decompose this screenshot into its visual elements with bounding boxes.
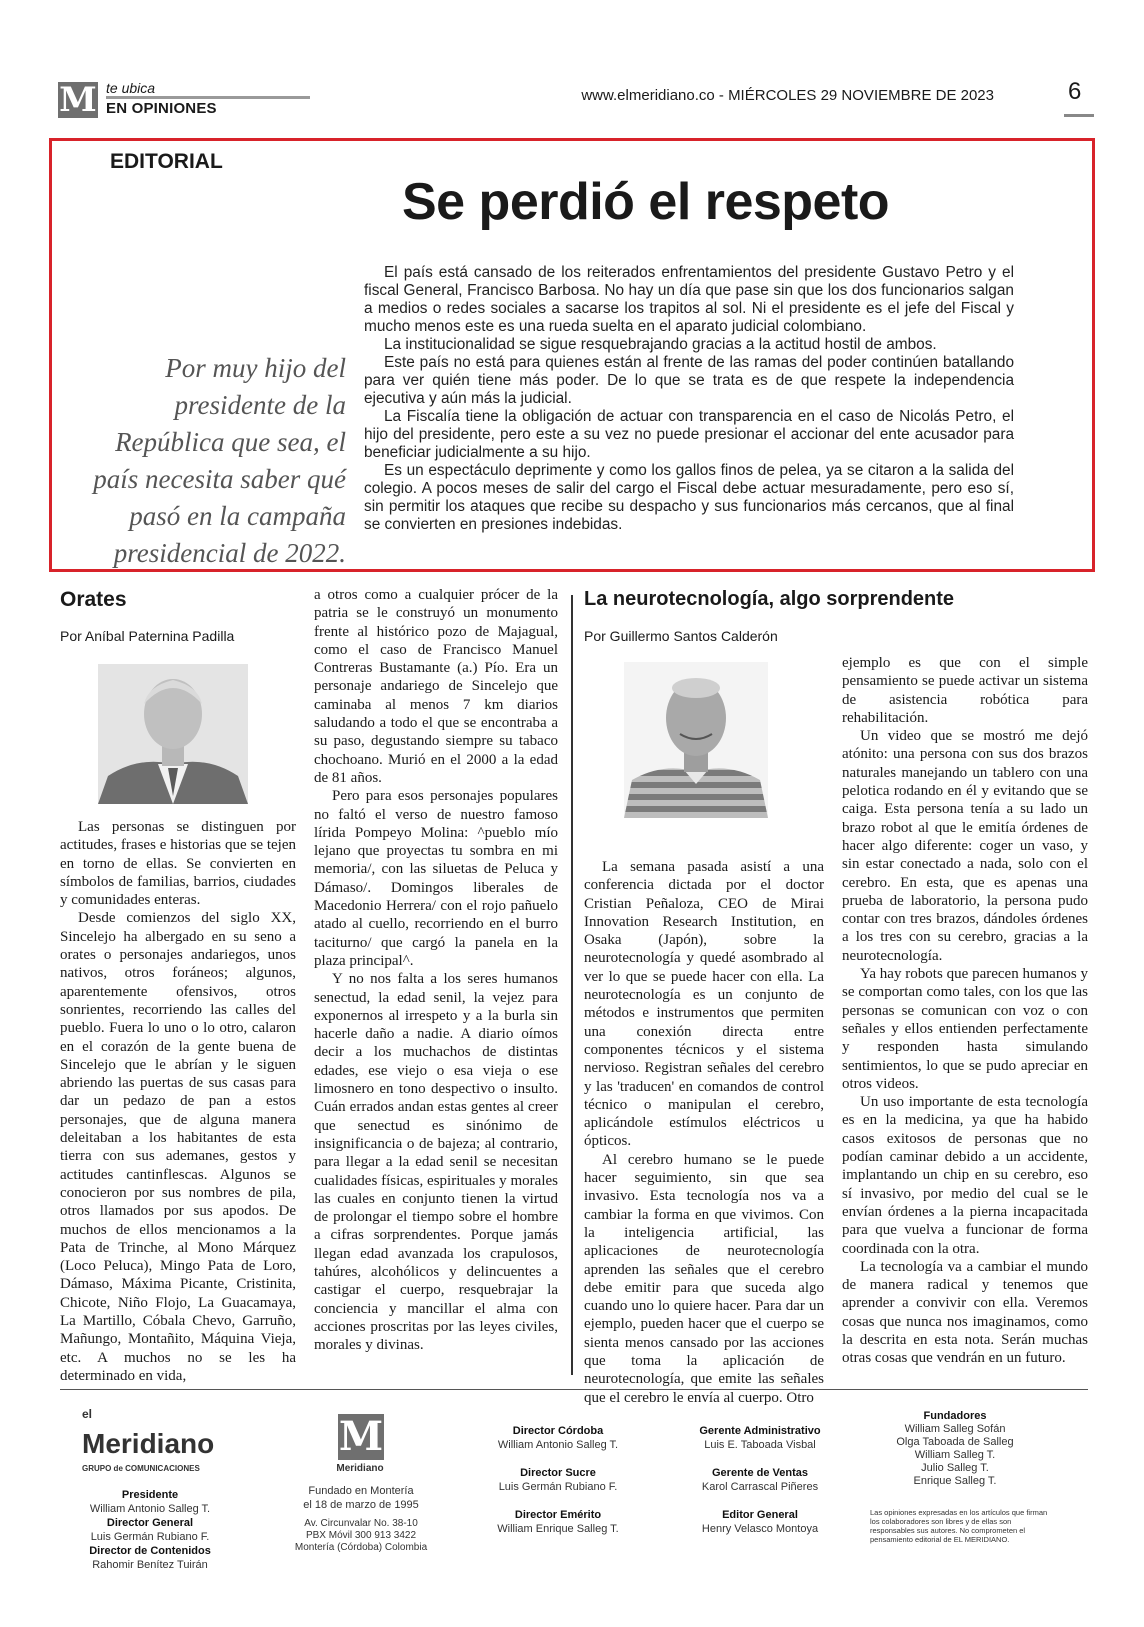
article1-title: Orates [60,588,127,611]
editorial-paragraph: La institucionalidad se sigue resquebrajando gracias a la actitud hostil de ambos. [384,336,937,353]
footer-founder: Olga Taboada de Salleg [896,1436,1014,1448]
footer-role: Gerente de Ventas [712,1467,808,1479]
footer-founded: el 18 de marzo de 1995 [303,1499,419,1511]
article2-byline: Por Guillermo Santos Calderón [584,628,778,644]
footer-person: Rahomir Benítez Tuirán [92,1559,208,1571]
editorial-paragraph: Es un espectáculo deprimente y como los gallos finos de pelea, ya se citaron a la salida del colegio. A pocos meses de salir del cargo el Fiscal debe actuar mesuradamente, pero eso sí, sin permitir los ataques que recibe su despacho y sus funcionarios más cercanos, que al final se convierten en presiones indebidas. [364,462,1014,533]
editorial-label: EDITORIAL [110,150,223,173]
article1-byline: Por Aníbal Paternina Padilla [60,628,235,644]
article2-paragraph: Un uso importante de esta tecnología es en la medicina, ya que ha habido casos exitosos de personas que no podían caminar debido a un accidente, implantando un chip en su cerebro, eso sí invasivo, por medio del cual se le envían órdenes a la pierna incapacitada para que vuelva a funcionar de forma coordinada con la otra. [842,1094,1088,1257]
article1-paragraph: Las personas se distinguen por actitudes, frases e historias que se tejen en torno de ellas. Se convierten en símbolos de familias, barrios, ciudades y comunidades enteras. [60,819,296,909]
footer-role: Gerente Administrativo [699,1425,821,1437]
editorial-body [364,264,1014,534]
footer-role: Director de Contenidos [89,1545,211,1557]
footer-address: PBX Móvil 300 913 3422 [305,1530,417,1541]
footer-founder: Julio Salleg T. [921,1462,989,1474]
page-number: 6 [1068,78,1082,105]
column-divider [571,595,573,1375]
article2-column2 [842,654,1088,1368]
article2-paragraph: Ya hay robots que parecen humanos y se comportan como tales, con los que las personas se comunican con voz o con señales y ellos entienden perfectamente y responden hasta simulando sentimientos, lo que se pudo apreciar en otros videos. [842,966,1088,1092]
editorial-paragraph: El país está cansado de los reiterados enfrentamientos del presidente Gustavo Petro y el fiscal General, Francisco Barbosa. No hay un día que pase sin que los dos funcionarios salgan a medios o redes sociales a sacarse los trapitos al sol. Ni el presidente es el jefe del Fiscal y mucho menos este es una rueda suelta en el aparato judicial colombiano. [364,264,1014,335]
footer-person: Luis Germán Rubiano F. [498,1481,618,1493]
article1-column2 [314,586,558,1354]
footer-role: Editor General [722,1509,798,1521]
footer-staff-block-1 [80,1488,220,1572]
footer-address: Av. Circunvalar No. 38-10 [304,1518,418,1529]
masthead-footer [60,1396,1090,1596]
footer-logo: Meridiano [82,1428,215,1459]
footer-role: Director General [106,1517,194,1529]
footer-person: Henry Velasco Montoya [701,1523,819,1535]
article2-paragraph: La tecnología va a cambiar el mundo de manera radical y tenemos que aprender a convivir con ella. Veremos cosas que nunca nos imaginamos, como la descrita en esta nota. Serán muchas otras cosas que vendrán en un futuro. [842,1258,1088,1367]
footer-person: Luis Germán Rubiano F. [90,1531,210,1543]
footer-role: Director Córdoba [512,1425,604,1437]
footer-logo-small: el [82,1407,93,1421]
article2-paragraph: La semana pasada asistí a una conferencia dictada por el doctor Cristian Peñaloza, CEO de Mirai Innovation Research Institution, en Osaka (Japón), sobre la neurotecnología y quedé asombrado al ver lo que se puede hacer con ella. La neurotecnología es un conjunto de métodos e instrumentos que permiten una conexión directa entre componentes técnicos y el sistema nervioso. Registran señales del cerebro y las 'traducen' en comandos de control técnico o manipulan el cerebro, aplicándole estímulos eléctricos u ópticos. [584,859,824,1150]
editorial-paragraph: Este país no está para quienes están al frente de las ramas del poder continúen batallando para ver quién tiene más poder. De lo que se trata es de que respete la independencia ejecutiva y aún más la judicial. [364,354,1014,407]
editorial-pull-quote: Por muy hijo del presidente de la República que sea, el país necesita saber qué pasó en la campaña presidencial de 2022. [93,353,346,568]
footer-person: William Enrique Salleg T. [497,1523,619,1535]
footer-disclaimer: Las opiniones expresadas en los artículos que firman los colaboradores son libres y de ellas son responsables sus autores. No comprometen el pensamiento editorial de EL MERIDIANO. [870,1508,1048,1544]
footer-m-logo: M [338,1413,384,1460]
footer-founded: Fundado en Montería [308,1485,414,1497]
footer-founded-block [286,1484,436,1512]
footer-address-block [286,1518,436,1554]
article2-paragraph: Un video que se mostró me dejó atónito: una persona con sus dos brazos naturales manejando un tablero con una pelotica rodando en él y evitando que se caiga. Esta persona tenía a su lado un brazo robot al que le emitía órdenes de hacer algo diferente: coger un vaso, y sin estar conectado a nada, solo con el cerebro. En esta, que es apenas una prueba de laboratorio, la persona pudo contar con tres brazos, dándoles órdenes a los tres con su cerebro, gracias a la neurotecnología. [842,728,1088,964]
footer-founder: William Salleg T. [914,1449,996,1461]
footer-founders-block [880,1410,1030,1488]
footer-role: Presidente [121,1489,179,1501]
footer-role: Fundadores [923,1410,987,1422]
footer-person: Karol Carrascal Piñeres [701,1481,819,1493]
footer-staff-block-3 [680,1424,840,1536]
header-tagline-small: te ubica [106,80,156,96]
footer-m-logo-name: Meridiano [336,1463,384,1474]
footer-person: William Antonio Salleg T. [89,1503,211,1515]
author-photo-paternina [98,664,248,804]
article1-column1 [60,818,296,1385]
header-rule [106,96,310,99]
footer-staff-block-2 [478,1424,638,1536]
footer-person: Luis E. Taboada Visbal [704,1439,816,1451]
footer-founder: Enrique Salleg T. [913,1475,997,1487]
footer-logo-sub: GRUPO de COMUNICACIONES [82,1464,200,1473]
article1-paragraph: Pero para esos personajes populares no faltó el verso de nuestro famoso lírida Pompeyo Molina: ^pueblo mío lejano que proyectas tu sombra en mi memoria/, con las siluetas de Peluca y Dámaso/. Domingos liberales de Macedonio Herrera/ con el rojo pañuelo atado al cuello, recorriendo en el burro taciturno/ que cargó la panela en la plaza principal^. [314,788,558,969]
page-number-rule [1064,114,1094,117]
footer-role: Director Emérito [514,1509,602,1521]
footer-address: Montería (Córdoba) Colombia [294,1542,428,1553]
header-section-label: EN OPINIONES [106,100,217,117]
footer-divider [60,1389,1088,1390]
article2-title: La neurotecnología, algo sorprendente [584,588,955,610]
footer-person: William Antonio Salleg T. [497,1439,619,1451]
article2-paragraph: ejemplo es que con el simple pensamiento se puede activar un sistema de asistencia robótica para rehabilitación. [842,655,1088,726]
article2-column1 [584,858,824,1407]
footer-founder: William Salleg Sofán [904,1423,1006,1435]
footer-role: Director Sucre [520,1467,596,1479]
article1-paragraph: Desde comienzos del siglo XX, Sincelejo ha albergado en su seno a orates o personajes andariegos, unos nativos, otros foráneos; algunos, aparentemente ofensivos, otros sonrientes, recorriendo las calles del pueblo. Fuera lo uno o lo otro, calaron en el corazón de la gente buena de Sincelejo que le abrían y le siguen abriendo las puertas de sus casas para dar un pedazo de pan a estos personajes, que de alguna manera deleitaban a los habitantes de esta tierra con sus ademanes, gestos y actitudes cantinflescas. Algunos se conocieron por sus nombres de pila, otros llamados por sus apodos. De muchos de ellos mencionamos a la Pata de Trinche, al Mono Márquez (Loco Peluca), Mingo Pata de Loro, Dámaso, Máxima Picante, Cristinita, Chicote, Niño Flojo, La Guacamaya, La Martillo, Cóbala Chevo, Garruño, Mañungo, Montañito, Máquina Vieja, etc. A muchos no se les ha determinado en vida, [60,910,296,1384]
article1-paragraph: Y no nos falta a los seres humanos senectud, la edad senil, la vejez para exponernos al irrespeto y a la burla sin hacerle daño a nadie. A diario oímos decir a los muchachos de distintas edades, ese viejo o esa vieja o ese limosnero en tono despectivo o insulto. Cuán errados andan estas gentes al creer que senectud es sinónimo de insignificancia o de bajeza; al contrario, para llegar a la edad senil se necesitan cualidades físicas, espirituales y morales las cuales en conjunto tienen la virtud de prolongar el tiempo sobre el hombre a cifras sorprendentes. Porque jamás llegan edad avanzada los crapulosos, tahúres, alcohólicos y delincuentes a castigar el cuerpo, resquebrajar la conciencia y mancillar el alma con acciones proscritas por las leyes civiles, morales y divinas. [314,971,558,1354]
header-site-date: www.elmeridiano.co - MIÉRCOLES 29 NOVIEMBRE DE 2023 [581,87,994,104]
author-photo-santos [624,662,768,818]
editorial-paragraph: La Fiscalía tiene la obligación de actuar con transparencia en el caso de Nicolás Petro, el hijo del presidente, pero este a su vez no puede presionar el accionar del ente acusador para beneficiar judicialmente a su hijo. [364,408,1014,461]
article1-paragraph: a otros como a cualquier prócer de la patria se le construyó un monumento frente al histórico pozo de Majagual, como el caso de Francisco Manuel Contreras Bustamante (a.) Pío. Era un personaje andariego de Sincelejo que caminaba al menos 7 km diarios saludando a todo el que se encontraba a su paso, degustando siempre su tabaco chochoano. Murió en el 2000 a la edad de 81 años. [314,587,558,786]
logo-mark: M [59,80,97,120]
editorial-title: Se perdió el respeto [402,173,890,231]
article2-paragraph: Al cerebro humano se le puede hacer seguimiento, sin que sea invasivo. Esta tecnología nos va a cambiar la forma en que vivimos. Con la inteligencia artificial, las aplicaciones de neurotecnología aprenden las señales que el cerebro debe emitir para que suceda algo cuando uno lo quiere hacer. Para dar un ejemplo, pueden hacer que el cuerpo se sienta menos cansado por las acciones que toma la aplicación de neurotecnología, que emite las señales que el cerebro le envía al cuerpo. Otro [584,1151,824,1406]
